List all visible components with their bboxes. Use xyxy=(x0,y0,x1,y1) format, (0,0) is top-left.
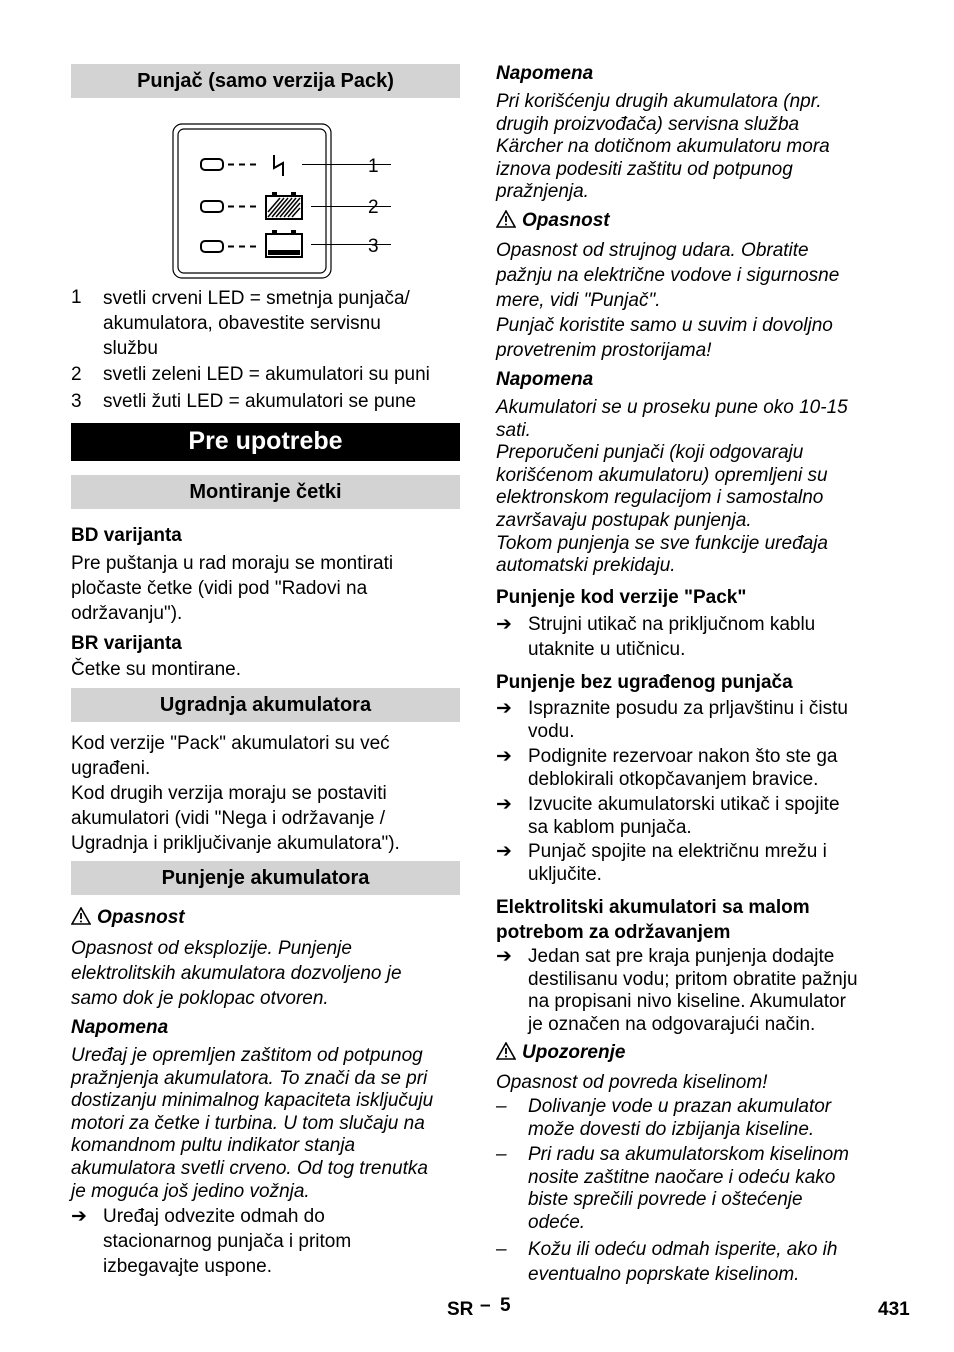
warning-intro: Opasnost od povreda kiselinom! xyxy=(496,1072,768,1093)
bd-text xyxy=(71,551,460,626)
text-line: motori za četke i turbina. U tom slučaju na xyxy=(71,1112,425,1134)
text-line: dostizanju minimalnog kapaciteta isključuju xyxy=(71,1090,434,1112)
text-line: iznova podesiti zaštitu od potpunog xyxy=(496,158,793,180)
text-line: mere, vidi "Punjač". xyxy=(496,290,661,311)
text-line: izbegavajte uspone. xyxy=(103,1256,273,1277)
text-line: biste sprečili povrede i oštećenje xyxy=(528,1189,803,1211)
led-item-line: svetli zeleni LED = akumulatori su puni xyxy=(103,364,430,385)
text-line: akumulatori (vidi "Nega i održavanje / xyxy=(71,808,386,829)
diagram-label-1: 1 xyxy=(368,156,379,177)
lightning-icon xyxy=(274,155,283,176)
text-line: akumulatora svetli crveno. Od tog trenutka xyxy=(71,1157,428,1179)
led-item-line: akumulatora, obavestite servisnu xyxy=(103,313,381,334)
warning-label: Upozorenje xyxy=(522,1042,626,1063)
led-red-icon xyxy=(201,159,223,170)
note1-text xyxy=(496,91,886,204)
text-line: Ugradnja i priključivanje akumulatora"). xyxy=(71,833,400,854)
text-line: Izvucite akumulatorski utikač i spojite xyxy=(528,794,840,815)
footer-page-number: 431 xyxy=(878,1299,910,1320)
text-line: Kožu ili odeću odmah isperite, ako ih xyxy=(528,1239,838,1260)
charging-section-header xyxy=(71,861,460,895)
text-line: Podignite rezervoar nakon što ste ga xyxy=(528,746,838,767)
text-line: Uređaj je opremljen zaštitom od potpunog xyxy=(71,1045,423,1066)
brush-section-header xyxy=(71,475,460,509)
charger-section-title: Punjač (samo verzija Pack) xyxy=(137,70,394,92)
text-line: Punjač spojite na električnu mrežu i xyxy=(528,841,827,862)
text-line: Akumulatori se u proseku pune oko 10-15 xyxy=(496,397,848,418)
charging-section-title: Punjenje akumulatora xyxy=(161,867,370,889)
text-line: Jedan sat pre kraja punjenja dodajte xyxy=(528,946,835,967)
lowmaint-heading xyxy=(496,895,886,945)
panel-inner-frame xyxy=(178,129,326,273)
battery-install-title: Ugradnja akumulatora xyxy=(159,694,372,716)
text-line: sa kablom punjača. xyxy=(528,817,692,838)
text-line: uključite. xyxy=(528,864,602,885)
br-text: Četke su montirane. xyxy=(71,659,242,680)
danger-label: Opasnost xyxy=(522,210,610,231)
footer-dash: – xyxy=(480,1295,491,1316)
battery-install-text xyxy=(71,731,460,856)
led-item-line: službu xyxy=(103,338,158,359)
arrow-right-icon: ➔ xyxy=(496,614,512,635)
footer-section-page: 5 xyxy=(500,1295,511,1316)
note2-heading: Napomena xyxy=(496,369,594,390)
text-line: na propisani nivo kiseline. Akumulator xyxy=(528,991,846,1013)
note2-text xyxy=(496,397,886,578)
text-line: elektrolitskih akumulatora dozvoljeno je xyxy=(71,963,402,984)
text-line: samo dok je poklopac otvoren. xyxy=(71,988,329,1009)
diagram-label-2: 2 xyxy=(368,197,379,218)
text-line: Preporučeni punjači (koji odgovaraju xyxy=(496,442,804,464)
led-yellow-icon xyxy=(201,241,223,252)
text-line: stacionarnog punjača i pritom xyxy=(103,1231,352,1252)
panel-outer-frame xyxy=(173,124,331,278)
text-line: Kod verzije "Pack" akumulatori su već xyxy=(71,733,390,754)
text-line: Ispraznite posudu za prljavštinu i čistu xyxy=(528,698,848,719)
led-green-icon xyxy=(201,201,223,212)
text-line: održavanju"). xyxy=(71,603,183,624)
text-line: vodu. xyxy=(528,721,575,742)
led-item-line: svetli žuti LED = akumulatori se pune xyxy=(103,391,417,412)
led-item-1 xyxy=(71,286,460,362)
footer-lang: SR xyxy=(447,1299,474,1320)
text-line: Kod drugih verzija moraju se postaviti xyxy=(71,783,387,804)
text-line: nosite zaštitne naočare i odeću kako xyxy=(528,1166,836,1188)
list-number: 3 xyxy=(71,391,82,412)
arrow-right-icon: ➔ xyxy=(496,698,512,719)
bd-heading: BD varijanta xyxy=(71,525,182,546)
arrow-right-icon: ➔ xyxy=(496,946,512,967)
text-line: Tokom punjenja se sve funkcije uređaja xyxy=(496,532,828,554)
text-line: destilisanu vodu; pritom obratite pažnju xyxy=(528,968,858,990)
text-line: automatski prekidaju. xyxy=(496,555,676,577)
br-heading: BR varijanta xyxy=(71,633,182,654)
dash-bullet: – xyxy=(496,1239,507,1260)
warning-triangle-icon xyxy=(496,210,516,228)
text-line: je označen na odgovarajući način. xyxy=(528,1013,816,1035)
battery-install-section-header xyxy=(71,688,460,722)
charger-led-diagram xyxy=(171,122,391,280)
text-line: elektronskom regulacijom i samostalno xyxy=(496,487,824,509)
arrow-right-icon: ➔ xyxy=(496,746,512,767)
battery-full-icon xyxy=(266,192,302,219)
arrow-right-icon: ➔ xyxy=(71,1206,87,1227)
text-line: potrebom za održavanjem xyxy=(496,922,731,943)
text-line: može dovesti do izbijanja kiseline. xyxy=(528,1118,815,1140)
list-number: 2 xyxy=(71,364,82,385)
text-line: drugih proizvođača) servisna služba xyxy=(496,113,800,135)
text-line: pražnjenja. xyxy=(496,181,589,203)
text-line: odeće. xyxy=(528,1211,586,1233)
text-line: Strujni utikač na priključnom kablu xyxy=(528,614,816,635)
note-text xyxy=(71,1045,460,1203)
text-line: sati. xyxy=(496,419,531,441)
warning-triangle-icon xyxy=(71,907,91,925)
text-line: Pre puštanja u rad moraju se montirati xyxy=(71,553,394,574)
pack-heading: Punjenje kod verzije "Pack" xyxy=(496,587,747,608)
text-line: Kärcher na dotičnom akumulatoru mora xyxy=(496,136,830,158)
text-line: Uređaj odvezite odmah do xyxy=(103,1206,325,1227)
battery-charging-icon xyxy=(266,230,302,257)
text-line: utaknite u utičnicu. xyxy=(528,639,686,660)
text-line: Pri radu sa akumulatorskom kiselinom xyxy=(528,1144,850,1165)
warning-heading xyxy=(496,1041,886,1064)
text-line: deblokirali otkopčavanjem bravice. xyxy=(528,769,819,790)
text-line: Pri korišćenju drugih akumulatora (npr. xyxy=(496,91,822,112)
note-heading: Napomena xyxy=(71,1017,169,1038)
text-line: Opasnost od eksplozije. Punjenje xyxy=(71,938,352,959)
dash-bullet: – xyxy=(496,1144,507,1165)
brush-section-title: Montiranje četki xyxy=(189,481,342,503)
text-line: korišćenom akumulatoru) opremljeni su xyxy=(496,464,828,486)
text-line: provetrenim prostorijama! xyxy=(496,340,712,361)
main-heading: Pre upotrebe xyxy=(71,423,460,461)
text-line: ugrađeni. xyxy=(71,758,151,779)
text-line: komandnom pultu indikator stanja xyxy=(71,1135,356,1157)
warning-triangle-icon xyxy=(496,1042,516,1060)
text-line: Punjač koristite samo u suvim i dovoljno xyxy=(496,315,833,336)
charger-section-header xyxy=(71,64,460,98)
danger-heading-right xyxy=(496,209,886,232)
text-line: je moguća još jedino vožnja. xyxy=(71,1180,310,1202)
arrow-right-icon: ➔ xyxy=(496,841,512,862)
led-item-line: svetli crveni LED = smetnja punjača/ xyxy=(103,288,410,309)
note1-heading: Napomena xyxy=(496,63,594,84)
text-line: eventualno poprskate kiselinom. xyxy=(528,1264,800,1285)
nocharger-heading: Punjenje bez ugrađenog punjača xyxy=(496,672,793,693)
text-line: pažnju na električne vodove i sigurnosne xyxy=(496,265,840,286)
danger-text-right xyxy=(496,238,886,363)
text-line: Opasnost od strujnog udara. Obratite xyxy=(496,240,809,261)
dash-bullet: – xyxy=(496,1096,507,1117)
list-number: 1 xyxy=(71,287,82,308)
arrow-right-icon: ➔ xyxy=(496,794,512,815)
text-line: završavaju postupak punjenja. xyxy=(496,509,752,531)
danger-text xyxy=(71,936,460,1011)
text-line: pločaste četke (vidi pod "Radovi na xyxy=(71,578,368,599)
danger-label: Opasnost xyxy=(97,907,185,928)
danger-heading xyxy=(71,906,460,929)
diagram-label-3: 3 xyxy=(368,236,379,257)
text-line: Dolivanje vode u prazan akumulator xyxy=(528,1096,832,1117)
text-line: Elektrolitski akumulatori sa malom xyxy=(496,897,810,918)
text-line: pražnjenja akumulatora. To znači da se pri xyxy=(71,1067,428,1089)
